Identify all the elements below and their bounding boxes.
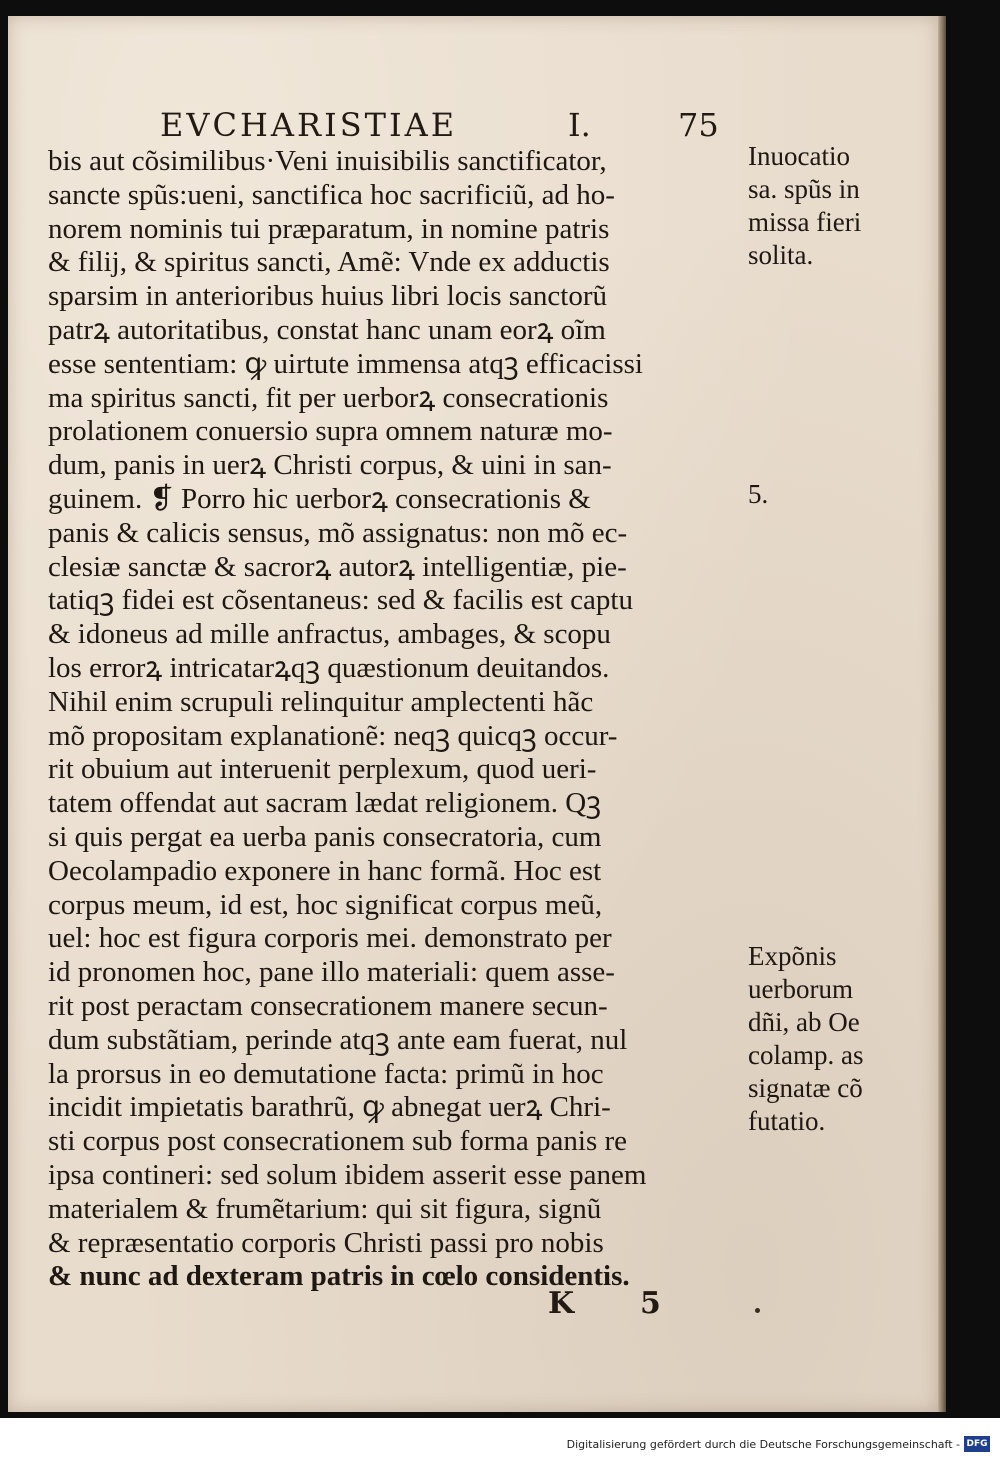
- text-line: tatiqꝫ fidei est cõsentaneus: sed & facilis est captu: [48, 584, 633, 617]
- text-line: ipsa contineri: sed solum ibidem asserit esse panem: [48, 1158, 647, 1191]
- text-line: dum substãtiam, perinde atqꝫ ante eam fuerat, nul: [48, 1023, 628, 1056]
- text-line: clesiæ sanctæ & sacrorꝝ autorꝝ intelligentiæ, pie-: [48, 550, 627, 583]
- margin-note-section-number: [748, 478, 918, 511]
- text-line: & nunc ad dexteram patris in cœlo considentis.: [48, 1260, 630, 1293]
- margin-note-line: uerborum: [748, 974, 853, 1004]
- signature-number: 5: [640, 1286, 661, 1321]
- margin-note-line: futatio.: [748, 1106, 826, 1136]
- margin-note-line: missa fieri: [748, 207, 862, 237]
- text-line: mõ propositam explanationẽ: neqꝫ quicqꝫ occur-: [48, 719, 618, 752]
- text-line: la prorsus in eo demutatione facta: primũ in hoc: [48, 1057, 604, 1090]
- chapter-number: I.: [568, 106, 591, 144]
- text-line: uel: hoc est figura corporis mei. demonstrato per: [48, 922, 612, 955]
- margin-note-line: 5.: [748, 479, 769, 509]
- text-line: incidit impietatis barathrũ, ꝙ abnegat uerꝝ Chri-: [48, 1091, 611, 1124]
- text-line: prolationem conuersio supra omnem naturæ mo-: [48, 415, 613, 448]
- text-line: Oecolampadio exponere in hanc formã. Hoc est: [48, 854, 602, 887]
- dfg-logo-icon: DFG: [964, 1436, 990, 1452]
- text-line: dum, panis in uerꝝ Christi corpus, & uini in san-: [48, 449, 612, 482]
- margin-note-line: dñi, ab Oe: [748, 1007, 860, 1037]
- folio-number: 75: [678, 106, 719, 144]
- text-line: & repræsentatio corporis Christi passi pro nobis: [48, 1226, 604, 1259]
- signature-letter: K: [548, 1286, 575, 1321]
- text-line: rit obuium aut interuenit perplexum, quod ueri-: [48, 753, 597, 786]
- text-line: ma spiritus sancti, fit per uerborꝝ consecrationis: [48, 381, 609, 414]
- text-line: patrꝝ autoritatibus, constat hanc unam eorꝝ oĩm: [48, 313, 606, 346]
- text-line: bis aut cõsimilibus·Veni inuisibilis sanctificator,: [48, 145, 607, 177]
- text-line: sparsim in anterioribus huius libri locis sanctorũ: [48, 280, 607, 313]
- margin-note-line: Expõnis: [748, 941, 837, 971]
- signature-mark: [548, 1284, 678, 1324]
- page-header: [160, 104, 735, 146]
- margin-note-line: colamp. as: [748, 1040, 864, 1070]
- body-text: [48, 145, 738, 1294]
- text-line: & idoneus ad mille anfractus, ambages, & scopu: [48, 618, 611, 651]
- running-head: EVCHARISTIAE: [160, 106, 458, 144]
- text-line: sti corpus post consecrationem sub forma panis re: [48, 1125, 628, 1158]
- text-line: guinem. ❡ Porro hic uerborꝝ consecrationis &: [48, 482, 591, 515]
- margin-note-line: solita.: [748, 240, 814, 270]
- margin-note-line: sa. spũs in: [748, 174, 860, 204]
- margin-note-exposition: [748, 940, 918, 1138]
- text-line: esse sententiam: ꝙ uirtute immensa atqꝫ efficacissi: [48, 347, 643, 380]
- text-line: Nihil enim scrupuli relinquitur amplectenti hãc: [48, 685, 594, 718]
- ink-speck: [755, 1308, 760, 1313]
- text-line: materialem & frumẽtarium: qui sit figura, signũ: [48, 1192, 602, 1225]
- text-line: sancte spũs:ueni, sanctifica hoc sacrificiũ, ad ho-: [48, 178, 615, 211]
- funding-credit: Digitalisierung gefördert durch die Deutsche Forschungsgemeinschaft -: [566, 1438, 960, 1451]
- text-line: tatem offendat aut sacram lædat religionem. Qꝫ: [48, 787, 602, 820]
- text-line: panis & calicis sensus, mõ assignatus: non mõ ec-: [48, 516, 628, 549]
- text-line: corpus meum, id est, hoc significat corpus meũ,: [48, 888, 603, 921]
- text-line: si quis pergat ea uerba panis consecratoria, cum: [48, 820, 602, 853]
- text-line: id pronomen hoc, pane illo materiali: quem asse-: [48, 956, 615, 989]
- text-line: los errorꝝ intricatarꝝqꝫ quæstionum deuitandos.: [48, 651, 610, 684]
- page-edge: [938, 16, 946, 1412]
- footer-bar: [0, 1418, 1000, 1464]
- text-line: & filij, & spiritus sancti, Amẽ: Vnde ex adductis: [48, 246, 610, 279]
- margin-note-line: Inuocatio: [748, 141, 850, 171]
- text-line: rit post peractam consecrationem manere secun-: [48, 989, 608, 1022]
- margin-note-line: signatæ cõ: [748, 1073, 863, 1103]
- text-line: norem nominis tui præparatum, in nomine patris: [48, 212, 610, 245]
- margin-note-invocation: [748, 140, 918, 272]
